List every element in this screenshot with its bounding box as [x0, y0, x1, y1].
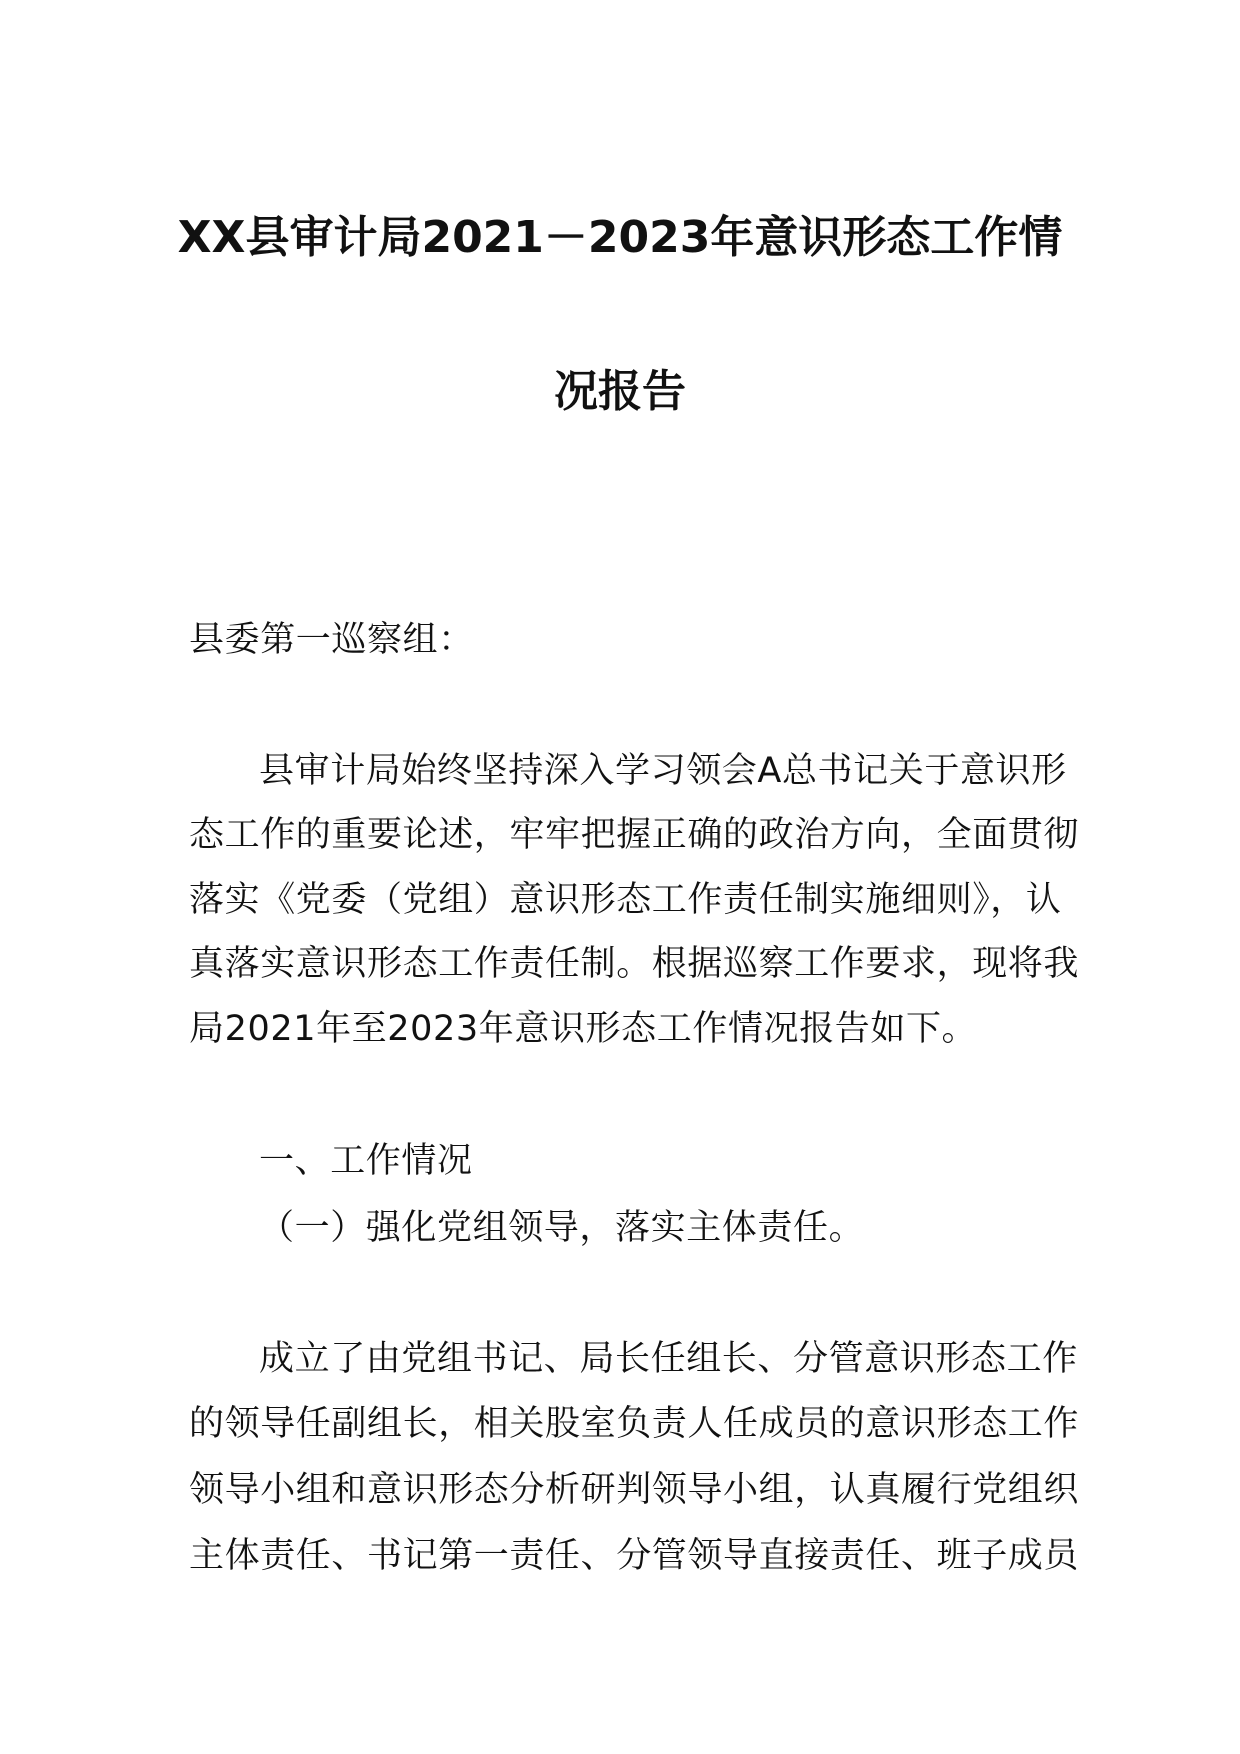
document-title-line-1: XX县审计局2021－2023年意识形态工作情 — [177, 212, 1063, 263]
paragraph-line: 落实《党委（党组）意识形态工作责任制实施细则》，认 — [189, 880, 1062, 920]
paragraph-line: 县审计局始终坚持深入学习领会A总书记关于意识形 — [259, 751, 1067, 791]
salutation: 县委第一巡察组： — [189, 620, 474, 660]
document-title-line-2: 况报告 — [554, 366, 686, 417]
paragraph-line: 局2021年至2023年意识形态工作情况报告如下。 — [189, 1009, 978, 1049]
paragraph-line: 态工作的重要论述，牢牢把握正确的政治方向，全面贯彻 — [189, 815, 1080, 855]
paragraph-line: 真落实意识形态工作责任制。根据巡察工作要求，现将我 — [189, 944, 1080, 984]
subsection-heading: （一）强化党组领导，落实主体责任。 — [259, 1208, 865, 1248]
section-heading: 一、工作情况 — [259, 1141, 473, 1181]
paragraph-line: 的领导任副组长，相关股室负责人任成员的意识形态工作 — [189, 1404, 1080, 1444]
paragraph-line: 主体责任、书记第一责任、分管领导直接责任、班子成员 — [189, 1536, 1080, 1576]
paragraph-line: 领导小组和意识形态分析研判领导小组，认真履行党组织 — [189, 1470, 1080, 1510]
paragraph-line: 成立了由党组书记、局长任组长、分管意识形态工作 — [259, 1339, 1078, 1379]
